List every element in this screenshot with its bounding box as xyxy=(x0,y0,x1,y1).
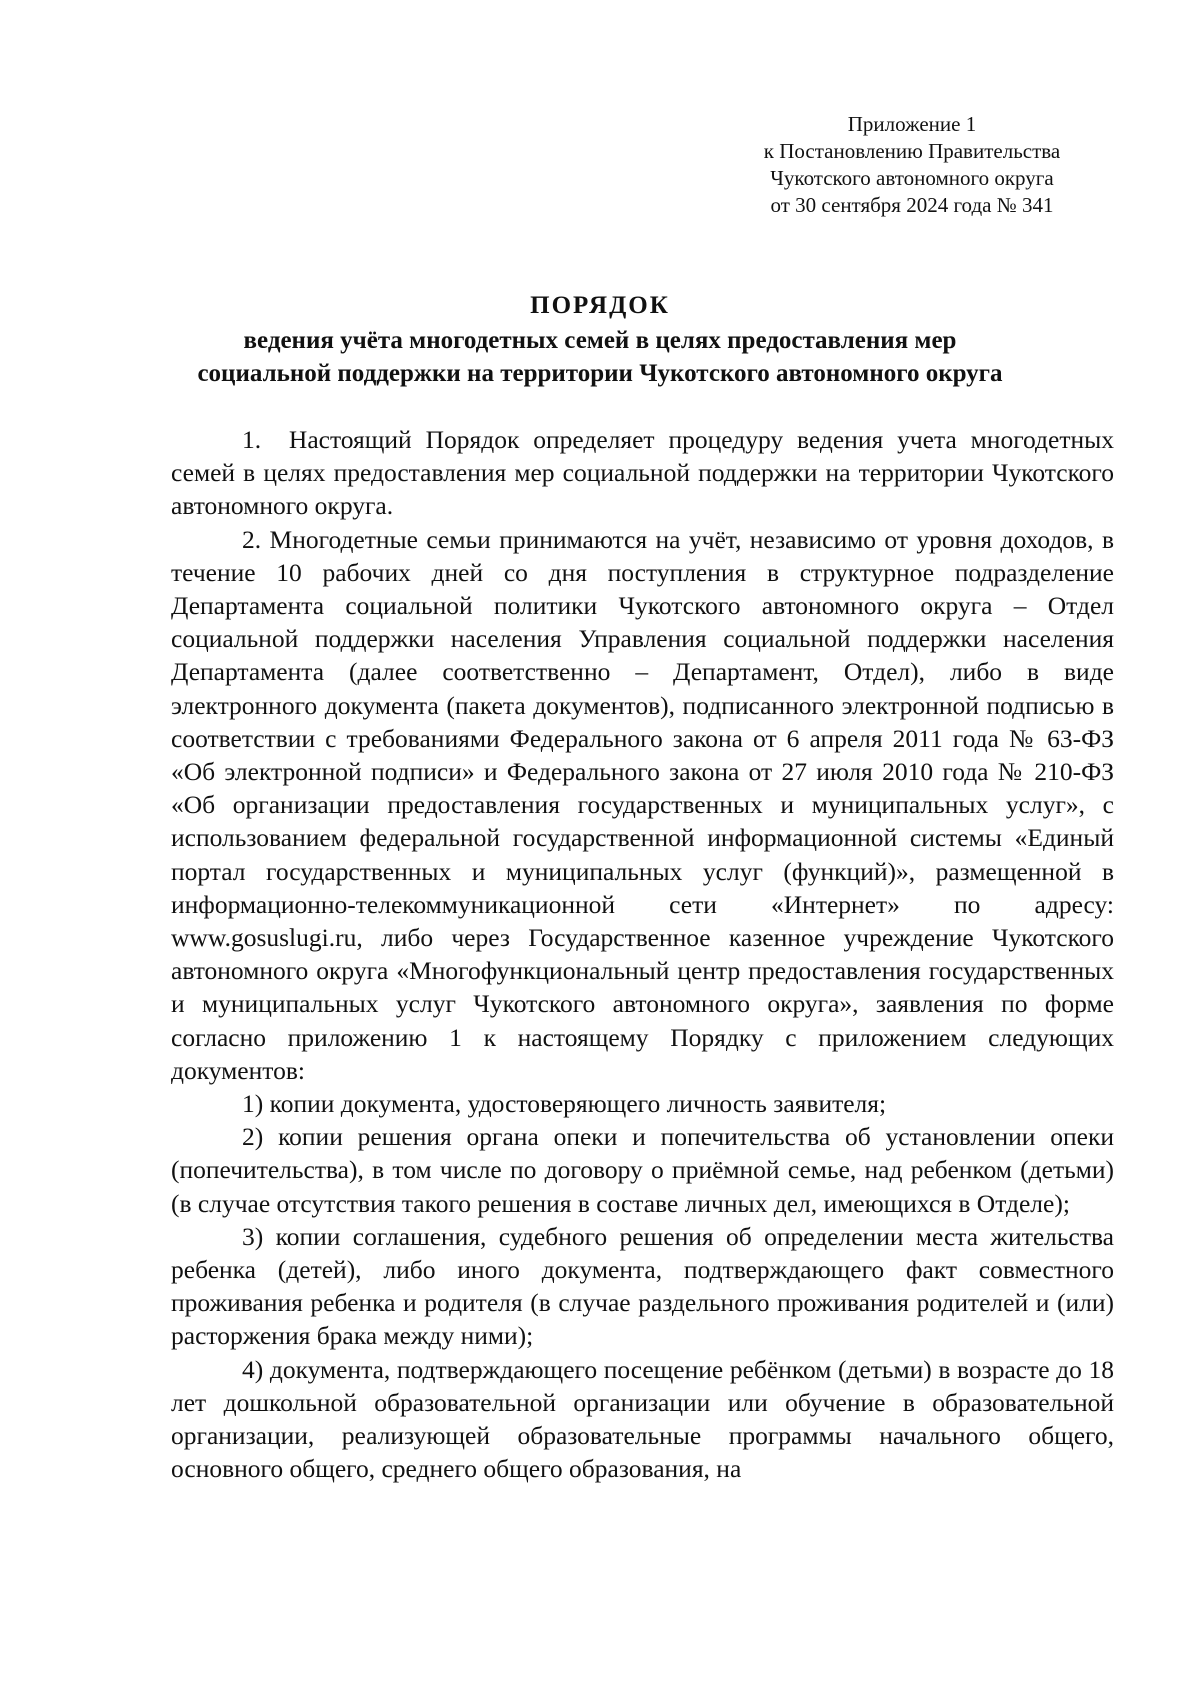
document-title: ПОРЯДОК xyxy=(530,292,670,319)
list-item-4: 4) документа, подтверждающего посещение ребёнком (детьми) в возрасте до 18 лет дошкольной образовательной организации или обучение в образовательной организации, реализующей образовательные программы начального общего, основного общего, среднего общего образования, на xyxy=(171,1354,1114,1484)
appendix-line-3: Чукотского автономного округа xyxy=(770,166,1054,190)
appendix-header xyxy=(732,111,1092,219)
list-item-3: 3) копии соглашения, судебного решения об определении места жительства ребенка (детей), либо иного документа, подтверждающего факт совместного проживания ребенка и родителя (в случае раздельного проживания родителей и (или) расторжения брака между ними); xyxy=(171,1221,1114,1351)
paragraph-2: 2. Многодетные семьи принимаются на учёт, независимо от уровня доходов, в течение 10 рабочих дней со дня поступления в структурное подразделение Департамента социальной политики Чукотского автономного округа – Отдел социальной поддержки населения Управления социальной поддержки населения Департамента (далее соответственно – Департамент, Отдел), либо в виде электронного документа (пакета документов), подписанного электронной подписью в соответствии с требованиями Федерального закона от 6 апреля 2011 года № 63-ФЗ «Об электронной подписи» и Федерального закона от 27 июля 2010 года № 210-ФЗ «Об организации предоставления государственных и муниципальных услуг», с использованием федеральной государственной информационной системы «Единый портал государственных и муниципальных услуг (функций)», размещенной в информационно-телекоммуникационной сети «Интернет» по адресу: www.gosuslugi.ru, либо через Государственное казенное учреждение Чукотского автономного округа «Многофункциональный центр предоставления государственных и муниципальных услуг Чукотского автономного округа», заявления по форме согласно приложению 1 к настоящему Порядку с приложением следующих документов: xyxy=(171,524,1114,1085)
list-item-1: 1) копии документа, удостоверяющего личность заявителя; xyxy=(242,1089,887,1119)
appendix-line-2: к Постановлению Правительства xyxy=(763,139,1061,163)
document-subtitle xyxy=(120,324,1080,390)
appendix-line-4: от 30 сентября 2024 года № 341 xyxy=(770,193,1054,217)
subtitle-line-1: ведения учёта многодетных семей в целях предоставления мер xyxy=(243,327,957,354)
appendix-line-1: Приложение 1 xyxy=(847,112,977,136)
list-item-2: 2) копии решения органа опеки и попечительства об установлении опеки (попечительства), в том числе по договору о приёмной семье, над ребенком (детьми) (в случае отсутствия такого решения в составе личных дел, имеющихся в Отделе); xyxy=(171,1122,1114,1218)
subtitle-line-2: социальной поддержки на территории Чукотского автономного округа xyxy=(197,360,1003,387)
paragraph-1: 1. Настоящий Порядок определяет процедуру ведения учета многодетных семей в целях предоставления мер социальной поддержки на территории Чукотского автономного округа. xyxy=(171,425,1114,521)
document-body xyxy=(171,423,1114,1486)
